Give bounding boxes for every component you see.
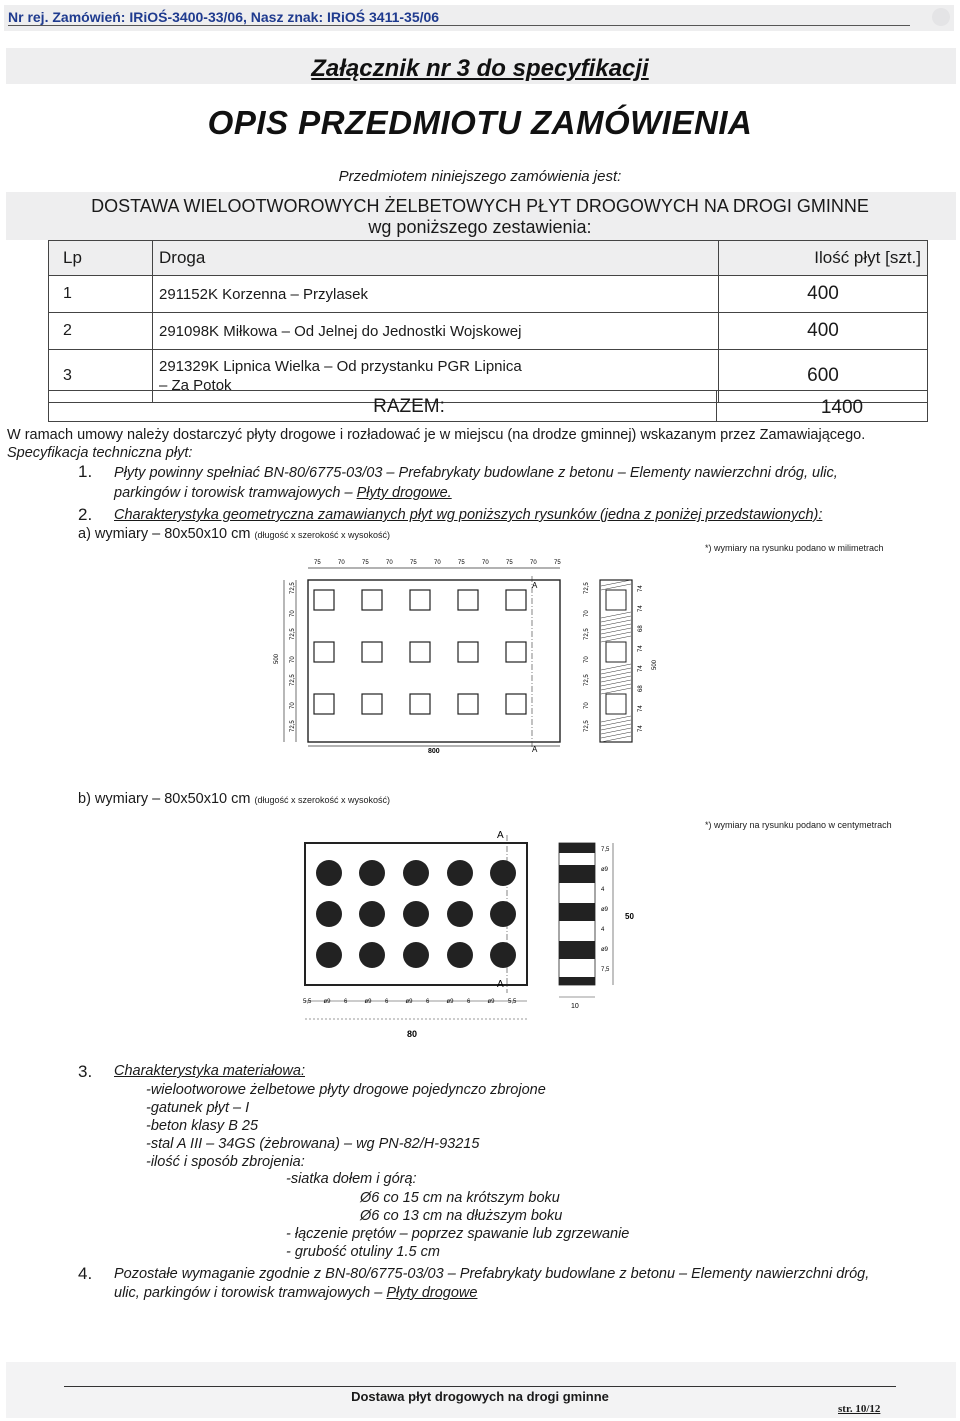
section-hole: [606, 694, 626, 714]
bottom-dim-label: 6: [344, 999, 348, 1005]
spec-title: Specyfikacja techniczna płyt:: [7, 445, 193, 461]
row-road: 291152K Korzenna – Przylasek: [153, 276, 719, 313]
footer-text: Dostawa płyt drogowych na drogi gminne: [351, 1389, 609, 1404]
section-mark-bottom-b: A: [497, 979, 504, 990]
spec3-item: -gatunek płyt – I: [146, 1100, 250, 1116]
variant-a-small: (długość x szerokość x wysokość): [254, 530, 391, 540]
spec2-number: 2.: [78, 505, 93, 524]
top-dim-label: 75: [314, 560, 321, 566]
right-dim-label-b: 68: [638, 625, 644, 632]
footer-rule: [64, 1386, 896, 1387]
spec1-line2-a: parkingów i torowisk tramwajowych –: [114, 485, 357, 501]
row-road: 291098K Miłkowa – Od Jelnej do Jednostki Wojskowej: [153, 313, 719, 350]
hole: [403, 942, 429, 968]
top-dim-label: 75: [362, 560, 369, 566]
top-dim-label: 75: [410, 560, 417, 566]
length-dim-a: 800: [428, 748, 440, 755]
right-dim-label: 72,5: [584, 674, 590, 686]
right-dim-label-b: 74: [638, 605, 644, 612]
row-lp: 1: [49, 276, 153, 313]
hole: [362, 694, 382, 714]
delivery-title: DOSTAWA WIELOOTWOROWYCH ŻELBETOWYCH PŁYT DROGOWYCH NA DROGI GMINNE: [91, 196, 869, 216]
top-dim-label: 70: [530, 560, 537, 566]
spec3-extra: [286, 1225, 629, 1261]
delivery-note: W ramach umowy należy dostarczyć płyty drogowe i rozładować je w miejscu (na drodze gminnej) wskazanym przez Zamawiającego.: [7, 427, 866, 443]
section-mark-bottom-a: A: [532, 745, 538, 754]
spec3-item: -beton klasy B 25: [146, 1118, 259, 1134]
total-value: 1400: [820, 397, 864, 418]
hole: [458, 642, 478, 662]
top-dim-label: 75: [554, 560, 561, 566]
bottom-dimensions-b: [303, 999, 517, 1005]
spec4-line2: [114, 1285, 477, 1301]
right-dim-label-b: 74: [638, 665, 644, 672]
hole: [410, 590, 430, 610]
spec3-extra-item: - grubość otuliny 1.5 cm: [286, 1244, 440, 1260]
drawing-b: [295, 825, 655, 1045]
hole: [490, 942, 516, 968]
bottom-dim-label: 6: [385, 999, 389, 1005]
spec3-subitem: Ø6 co 15 cm na krótszym boku: [360, 1190, 560, 1206]
top-dimensions: [314, 560, 561, 566]
width-dim-b: 50: [625, 912, 634, 921]
hole: [506, 694, 526, 714]
header-mark: [932, 8, 950, 26]
left-dim-label: 72,5: [290, 582, 296, 594]
variant-a-dims: a) wymiary – 80x50x10 cm: [78, 526, 251, 542]
bottom-dim-label: ø9: [405, 999, 413, 1005]
section-mark-top-a: A: [532, 581, 538, 590]
left-dim-label: 70: [290, 656, 296, 663]
table-row: [49, 313, 928, 350]
section-hole: [606, 642, 626, 662]
right-dim-label: 72,5: [584, 582, 590, 594]
section-hole: [606, 590, 626, 610]
spec3-number: 3.: [78, 1062, 93, 1081]
spec1-number: 1.: [78, 462, 93, 481]
hole: [316, 860, 342, 886]
spec3-item: -ilość i sposób zbrojenia:: [146, 1154, 305, 1170]
drawing-a: [260, 552, 680, 762]
reference-number: Nr rej. Zamówień: IRiOŚ-3400-33/06, Nasz znak: IRiOŚ 3411-35/06: [8, 9, 440, 25]
hole: [359, 942, 385, 968]
right-dim-label: 72,5: [584, 720, 590, 732]
variant-b-note: *) wymiary na rysunku podano w centymetrach: [705, 820, 892, 830]
annex-title: Załącznik nr 3 do specyfikacji: [311, 55, 649, 82]
total-row: [48, 390, 928, 422]
header-qty: Ilość płyt [szt.]: [719, 241, 928, 276]
spec3-subtitle: -siatka dołem i górą:: [286, 1171, 417, 1187]
section-solid: [559, 843, 595, 853]
length-dim-b: 80: [407, 1029, 418, 1039]
top-dim-label: 70: [338, 560, 345, 566]
right-dim-label-b: 68: [638, 685, 644, 692]
hole: [314, 694, 334, 714]
row-qty: 600: [719, 350, 928, 403]
hole: [506, 590, 526, 610]
spec3-item: -wielootworowe żelbetowe płyty drogowe pojedynczo zbrojone: [146, 1082, 546, 1098]
holes-grid-b: [316, 860, 516, 968]
right-dim-label: 4: [601, 927, 605, 933]
right-dim-label: 7,5: [601, 847, 610, 853]
header-rule: [8, 25, 910, 26]
top-dim-label: 70: [386, 560, 393, 566]
section-view-b: [559, 843, 595, 985]
right-dim-label: 70: [584, 702, 590, 709]
spec3-extra-item: - łączenie prętów – poprzez spawanie lub zgrzewanie: [286, 1226, 630, 1242]
thickness-dim-b: 10: [571, 1003, 579, 1010]
table-header-row: [49, 241, 928, 276]
variant-b-label: [78, 791, 390, 807]
left-dim-label: 72,5: [290, 674, 296, 686]
header-lp: Lp: [49, 241, 153, 276]
section-solid: [559, 903, 595, 921]
header-road: Droga: [153, 241, 719, 276]
right-dim-label-b: 74: [638, 705, 644, 712]
bottom-dim-label: ø9: [364, 999, 372, 1005]
row-qty: 400: [719, 276, 928, 313]
hole: [410, 694, 430, 714]
row-road-line1: 291329K Lipnica Wielka – Od przystanku PGR Lipnica: [159, 358, 522, 375]
left-dimensions: [290, 582, 296, 732]
bottom-dim-label: 6: [426, 999, 430, 1005]
hole: [314, 590, 334, 610]
variant-a-note: *) wymiary na rysunku podano w milimetrach: [705, 543, 884, 553]
right-dim-label: ø9: [601, 907, 609, 913]
height-dim-a: 500: [274, 653, 280, 664]
variant-a-label: [78, 526, 390, 542]
delivery-subtitle: wg poniższego zestawienia:: [368, 217, 592, 237]
hole: [458, 590, 478, 610]
spec3-list: [146, 1081, 546, 1171]
left-dim-label: 72,5: [290, 628, 296, 640]
hole: [410, 642, 430, 662]
hole: [316, 901, 342, 927]
hole: [359, 901, 385, 927]
right-dim-label-b: 74: [638, 585, 644, 592]
bottom-dim-label: 6: [467, 999, 471, 1005]
section-hatch-a: [601, 580, 631, 742]
section-mark-top-b: A: [497, 830, 504, 841]
header-bar: [4, 5, 954, 31]
spec1-line1: Płyty powinny spełniać BN-80/6775-03/03 – Prefabrykaty budowlane z betonu – Elementy nawierzchni dróg, ulic,: [114, 465, 838, 481]
hole: [403, 860, 429, 886]
right-dim-label: ø9: [601, 947, 609, 953]
hole: [362, 642, 382, 662]
bottom-dim-label: ø9: [323, 999, 331, 1005]
left-dim-label: 70: [290, 702, 296, 709]
right-dim-label: 72,5: [584, 628, 590, 640]
roads-table: [48, 240, 928, 403]
right-dim-label: 70: [584, 656, 590, 663]
right-dim-label-b: 74: [638, 725, 644, 732]
subject-intro: Przedmiotem niniejszego zamówienia jest:: [338, 168, 622, 185]
bottom-dim-label: ø9: [446, 999, 454, 1005]
spec4-line2-b: Płyty drogowe: [386, 1285, 478, 1301]
main-title: OPIS PRZEDMIOTU ZAMÓWIENIA: [207, 104, 753, 141]
table-row: [49, 276, 928, 313]
row-road-line2: – Za Potok: [159, 377, 232, 394]
hole: [403, 901, 429, 927]
spec3-title: Charakterystyka materiałowa:: [114, 1063, 305, 1079]
hole: [447, 860, 473, 886]
hole: [447, 942, 473, 968]
bottom-dim-label: ø9: [487, 999, 495, 1005]
top-dim-label: 70: [434, 560, 441, 566]
row-lp: 2: [49, 313, 153, 350]
spec1-line2-b: Płyty drogowe.: [356, 485, 452, 501]
hole: [314, 642, 334, 662]
holes-grid-a: [314, 590, 526, 714]
right-total-a: 500: [652, 659, 658, 670]
right-dim-label: 4: [601, 887, 605, 893]
right-dim-label: ø9: [601, 867, 609, 873]
right-dim-label: 70: [584, 610, 590, 617]
spec3-subitem: Ø6 co 13 cm na dłuższym boku: [360, 1208, 563, 1224]
row-qty: 400: [719, 313, 928, 350]
spec3-item: -stal A III – 34GS (żebrowana) – wg PN-82/H-93215: [146, 1136, 480, 1152]
bottom-dim-label: 5,5: [508, 999, 517, 1005]
spec3-sublist: [360, 1189, 562, 1225]
left-dim-label: 72,5: [290, 720, 296, 732]
hole: [359, 860, 385, 886]
top-dim-label: 70: [482, 560, 489, 566]
hole: [458, 694, 478, 714]
bottom-dim-label: 5,5: [303, 999, 312, 1005]
variant-b-small: (długość x szerokość x wysokość): [254, 795, 391, 805]
hole: [447, 901, 473, 927]
total-label: RAZEM:: [373, 396, 445, 417]
section-solid: [559, 941, 595, 959]
right-dim-label: 7,5: [601, 967, 610, 973]
hole: [490, 901, 516, 927]
hole: [490, 860, 516, 886]
page-number: str. 10/12: [838, 1403, 881, 1415]
spec1-line2: [114, 485, 452, 501]
row-lp: 3: [49, 350, 153, 403]
spec4-line1: Pozostałe wymaganie zgodnie z BN-80/6775-03/03 – Prefabrykaty budowlane z betonu – Elementy nawierzchni dróg,: [114, 1266, 870, 1282]
hole: [506, 642, 526, 662]
section-solid: [559, 977, 595, 985]
top-dim-label: 75: [458, 560, 465, 566]
right-dimensions-b: [601, 847, 610, 973]
variant-b-dims: b) wymiary – 80x50x10 cm: [78, 791, 251, 807]
hole: [362, 590, 382, 610]
top-dim-label: 75: [506, 560, 513, 566]
hole: [316, 942, 342, 968]
spec4-line2-a: ulic, parkingów i torowisk tramwajowych –: [114, 1285, 387, 1301]
spec4-number: 4.: [78, 1264, 93, 1283]
right-dim-label-b: 74: [638, 645, 644, 652]
section-solid: [559, 865, 595, 883]
left-dim-label: 70: [290, 610, 296, 617]
spec2-text: Charakterystyka geometryczna zamawianych płyt wg poniższych rysunków (jedna z poniżej przedstawionych):: [114, 507, 823, 523]
